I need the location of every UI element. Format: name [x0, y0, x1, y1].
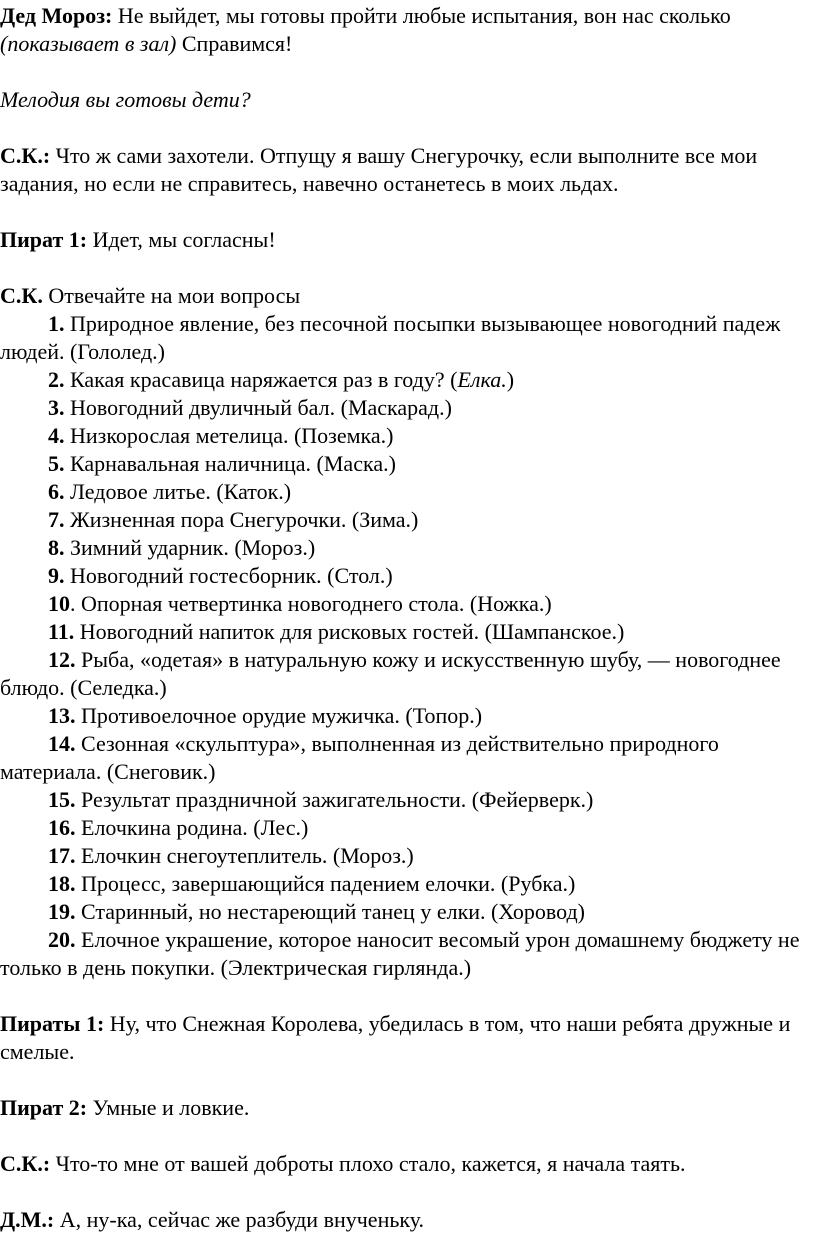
- speaker-label: Пират 2:: [0, 1095, 88, 1120]
- paragraph-sk-3: [0, 1150, 816, 1178]
- riddle-text: Какая красавица наряжается раз в году? (: [64, 367, 458, 392]
- paragraph-piraty-1: [0, 1010, 816, 1066]
- riddle-text: Елочкин снегоутеплитель. (Мороз.): [75, 843, 414, 868]
- stage-direction: Мелодия вы готовы дети?: [0, 87, 251, 112]
- riddle-item: [0, 506, 816, 534]
- riddle-text: Новогодний напиток для рисковых гостей. (Шампанское.): [74, 619, 625, 644]
- paragraph-pirat-1: [0, 226, 816, 254]
- riddle-number: 6.: [48, 479, 65, 504]
- speaker-label: Пираты 1:: [0, 1011, 105, 1036]
- riddle-item: [0, 870, 816, 898]
- riddle-text: . Опорная четвертинка новогоднего стола. (Ножка.): [70, 591, 552, 616]
- speech-text: А, ну-ка, сейчас же разбуди внученьку.: [54, 1207, 425, 1232]
- riddle-text: Елочное украшение, которое наносит весомый урон домашнему бюджету не только в день покупки. (Электрическая гирлянда.): [0, 927, 800, 980]
- speech-text: Не выйдет, мы готовы пройти любые испытания, вон нас сколько: [112, 3, 731, 28]
- speaker-label: Д.М.:: [0, 1207, 55, 1232]
- riddle-number: 3.: [48, 395, 65, 420]
- riddle-item: [0, 898, 816, 926]
- riddle-text: Процесс, завершающийся падением елочки. (Рубка.): [75, 871, 576, 896]
- speaker-label: С.К.:: [0, 1151, 51, 1176]
- riddle-item: [0, 394, 816, 422]
- speaker-label: Пират 1:: [0, 227, 88, 252]
- riddle-text: Низкорослая метелица. (Поземка.): [64, 423, 394, 448]
- riddle-number: 15.: [48, 787, 76, 812]
- paragraph-sk-1: [0, 142, 816, 198]
- riddle-text: Карнавальная наличница. (Маска.): [64, 451, 396, 476]
- riddle-number: 7.: [48, 507, 65, 532]
- speech-text: Что-то мне от вашей доброты плохо стало, кажется, я начала таять.: [50, 1151, 686, 1176]
- speaker-label: Дед Мороз:: [0, 3, 113, 28]
- riddle-number: 14.: [48, 731, 76, 756]
- riddle-text: Зимний ударник. (Мороз.): [64, 535, 316, 560]
- riddle-item: [0, 646, 816, 702]
- riddle-text: Ледовое литье. (Каток.): [64, 479, 292, 504]
- riddle-text: Противоелочное орудие мужичка. (Топор.): [75, 703, 483, 728]
- riddle-item: [0, 478, 816, 506]
- riddle-item: [0, 926, 816, 982]
- riddle-item: [0, 422, 816, 450]
- riddle-item: [0, 450, 816, 478]
- riddle-number: 12.: [48, 647, 76, 672]
- riddle-item: [0, 842, 816, 870]
- riddle-number: 4.: [48, 423, 65, 448]
- riddle-number: 10: [48, 591, 70, 616]
- riddle-number: 5.: [48, 451, 65, 476]
- riddle-number: 16.: [48, 815, 76, 840]
- riddle-text: Рыба, «одетая» в натуральную кожу и искусственную шубу, — новогоднее блюдо. (Селедка.): [0, 647, 781, 700]
- riddle-text: Жизненная пора Снегурочки. (Зима.): [64, 507, 419, 532]
- paragraph-pirat-2: [0, 1094, 816, 1122]
- riddle-text: Результат праздничной зажигательности. (Фейерверк.): [75, 787, 594, 812]
- paragraph-dm: [0, 1206, 816, 1234]
- paragraph-sk-2: [0, 282, 816, 310]
- riddle-number: 9.: [48, 563, 65, 588]
- speech-text: Отвечайте на мои вопросы: [42, 283, 301, 308]
- riddle-item: [0, 562, 816, 590]
- riddle-answer: Елка.: [457, 367, 507, 392]
- paragraph-melody: [0, 86, 816, 114]
- riddle-number: 11.: [48, 619, 75, 644]
- speech-text: Умные и ловкие.: [87, 1095, 250, 1120]
- speech-text: Что ж сами захотели. Отпущу я вашу Снегурочку, если выполните все мои задания, но если не справитесь, навечно останетесь в моих льдах.: [0, 143, 758, 196]
- riddle-text: Природное явление, без песочной посыпки вызывающее новогодний падеж людей. (Гололед.): [0, 311, 781, 364]
- riddle-item: [0, 702, 816, 730]
- riddle-item: [0, 590, 816, 618]
- riddle-item: [0, 814, 816, 842]
- speech-text: Идет, мы согласны!: [87, 227, 276, 252]
- riddle-text: Старинный, но нестареющий танец у елки. (Хоровод): [75, 899, 585, 924]
- riddle-text: Новогодний гостесборник. (Стол.): [64, 563, 393, 588]
- riddle-number: 19.: [48, 899, 76, 924]
- riddle-number: 8.: [48, 535, 65, 560]
- riddle-text: Новогодний двуличный бал. (Маскарад.): [64, 395, 452, 420]
- riddle-item: [0, 786, 816, 814]
- riddle-number: 13.: [48, 703, 76, 728]
- paragraph-ded-moroz: [0, 2, 816, 58]
- speech-text: Справимся!: [176, 31, 293, 56]
- speech-text: Ну, что Снежная Королева, убедилась в том, что наши ребята дружные и смелые.: [0, 1011, 791, 1064]
- riddle-number: 20.: [48, 927, 76, 952]
- stage-direction: (показывает в зал): [0, 31, 177, 56]
- riddle-text-tail: ): [506, 367, 515, 392]
- riddle-item: [0, 534, 816, 562]
- riddle-number: 1.: [48, 311, 65, 336]
- riddle-number: 17.: [48, 843, 76, 868]
- riddle-item: [0, 366, 816, 394]
- riddle-text: Елочкина родина. (Лес.): [75, 815, 309, 840]
- riddle-item: [0, 618, 816, 646]
- riddle-item: [0, 730, 816, 786]
- riddle-number: 18.: [48, 871, 76, 896]
- riddle-number: 2.: [48, 367, 65, 392]
- speaker-label: С.К.:: [0, 143, 51, 168]
- riddle-text: Сезонная «скульптура», выполненная из действительно природного материала. (Снеговик.): [0, 731, 719, 784]
- speaker-label: С.К.: [0, 283, 43, 308]
- riddle-item: [0, 310, 816, 366]
